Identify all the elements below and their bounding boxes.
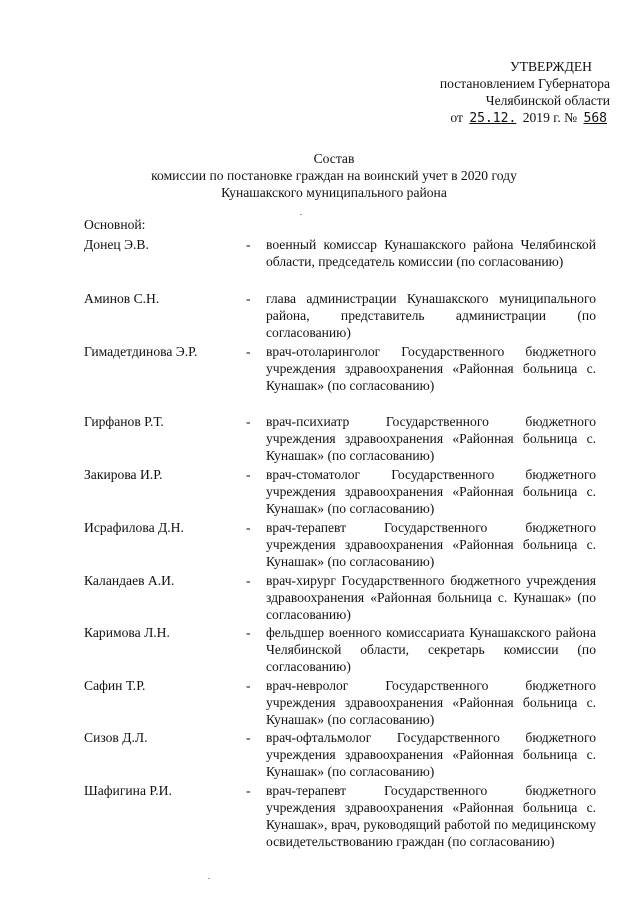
member-role: врач-терапевт Государственного бюджетного учреждения здравоохранения «Районная больница с. Кунашак», врач, руководящий работой по медицинскому освидетельствованию граждан (по согласованию) xyxy=(266,783,596,849)
title-line-3: Кунашакского муниципального района xyxy=(221,185,447,200)
member-name: Гирфанов Р.Т. xyxy=(84,414,164,429)
member-role: врач-офтальмолог Государственного бюджетного учреждения здравоохранения «Районная больница с. Кунашак» (по согласованию) xyxy=(266,730,596,779)
approval-date: 25.12. xyxy=(469,111,517,126)
member-role: врач-стоматолог Государственного бюджетного учреждения здравоохранения «Районная больница с. Кунашак» (по согласованию) xyxy=(266,467,596,516)
member-role: врач-отоларинголог Государственного бюджетного учреждения здравоохранения «Районная больница с. Кунашак» (по согласованию) xyxy=(266,344,596,393)
approval-block xyxy=(380,58,610,127)
date-prefix: от xyxy=(450,110,463,125)
dash: - xyxy=(246,573,251,588)
member-name: Гимадетдинова Э.Р. xyxy=(84,344,198,359)
member-name: Исрафилова Д.Н. xyxy=(84,520,184,535)
scan-speck xyxy=(208,878,210,879)
member-role: врач-психиатр Государственного бюджетного учреждения здравоохранения «Районная больница с. Кунашак» (по согласованию) xyxy=(266,414,596,463)
member-role: глава администрации Кунашакского муниципального района, представитель администрации (по согласованию) xyxy=(266,291,596,340)
dash: - xyxy=(246,414,251,429)
dash: - xyxy=(246,783,251,798)
dash: - xyxy=(246,237,251,252)
member-name: Аминов С.Н. xyxy=(84,291,160,306)
scan-speck xyxy=(300,214,302,215)
dash: - xyxy=(246,520,251,535)
member-name: Сизов Д.Л. xyxy=(84,730,148,745)
section-label: Основной: xyxy=(84,217,146,232)
dash: - xyxy=(246,344,251,359)
member-name: Донец Э.В. xyxy=(84,237,149,252)
member-role: фельдшер военного комиссариата Кунашакского района Челябинской области, секретарь комиссии (по согласованию) xyxy=(266,625,596,674)
approval-line-2: Челябинской области xyxy=(485,93,610,108)
member-name: Каримова Л.Н. xyxy=(84,625,170,640)
approval-date-line xyxy=(380,109,610,127)
title-line-2: комиссии по постановке граждан на воинский учет в 2020 году xyxy=(151,168,517,183)
member-name: Шафигина Р.И. xyxy=(84,783,172,798)
dash: - xyxy=(246,730,251,745)
approval-line-1: постановлением Губернатора xyxy=(439,76,610,91)
member-role: врач-терапевт Государственного бюджетного учреждения здравоохранения «Районная больница с. Кунашак» (по согласованию) xyxy=(266,520,596,569)
dash: - xyxy=(246,625,251,640)
document-title xyxy=(60,150,608,201)
member-role: военный комиссар Кунашакского района Челябинской области, председатель комиссии (по согласованию) xyxy=(266,237,596,269)
dash: - xyxy=(246,678,251,693)
member-role: врач-хирург Государственного бюджетного учреждения здравоохранения «Районная больница с. Кунашак» (по согласованию) xyxy=(266,573,596,622)
approval-number: 568 xyxy=(583,111,607,126)
member-name: Каландаев А.И. xyxy=(84,573,175,588)
member-role: врач-невролог Государственного бюджетного учреждения здравоохранения «Районная больница с. Кунашак» (по согласованию) xyxy=(266,678,596,727)
date-suffix: 2019 г. № xyxy=(522,110,578,125)
dash: - xyxy=(246,291,251,306)
member-name: Сафин Т.Р. xyxy=(84,678,146,693)
member-name: Закирова И.Р. xyxy=(84,467,163,482)
title-line-1: Состав xyxy=(313,151,355,166)
approval-heading: УТВЕРЖДЕН xyxy=(510,59,592,74)
dash: - xyxy=(246,467,251,482)
